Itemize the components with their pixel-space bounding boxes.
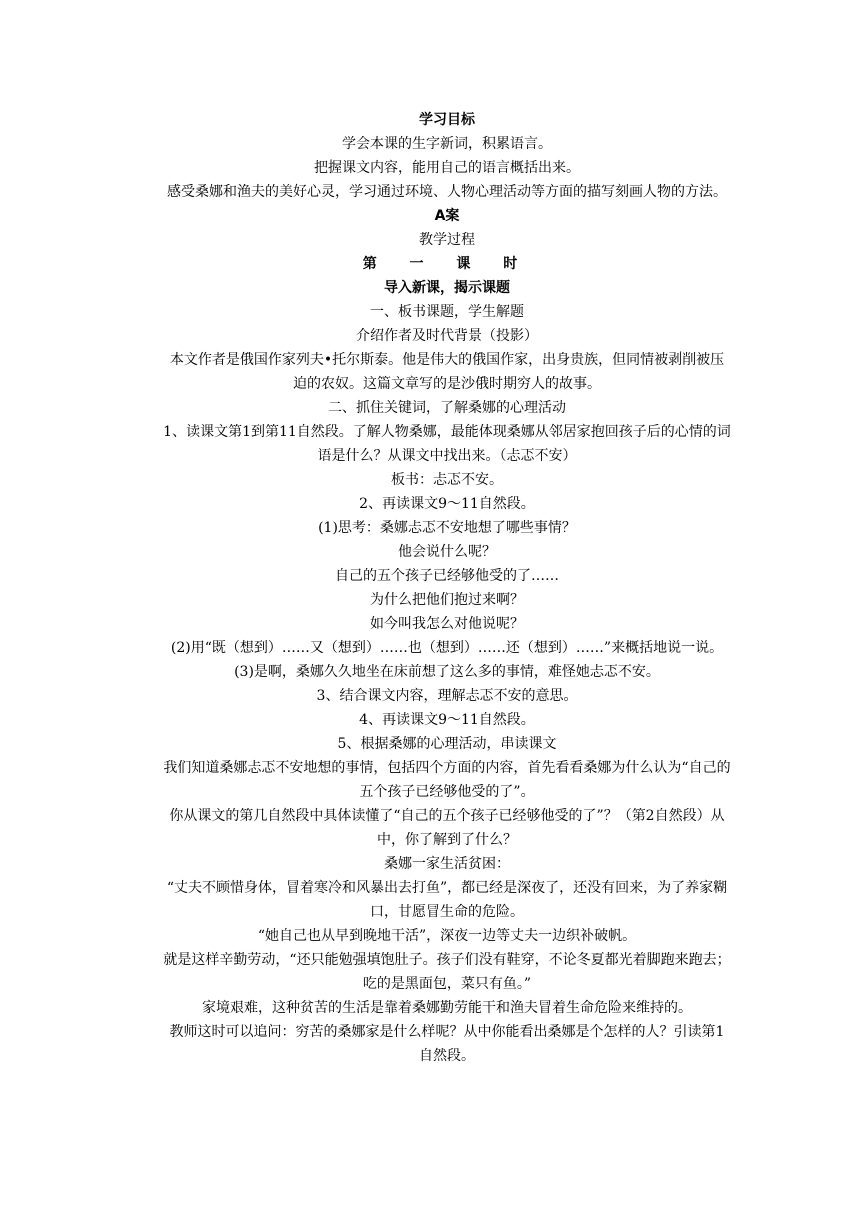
paragraph: 2、再读课文9～11自然段。 bbox=[359, 496, 535, 512]
heading-learning-goals: 学习目标 bbox=[419, 112, 475, 128]
paragraph: 就是这样辛勤劳动，“还只能勉强填饱肚子。孩子们没有鞋穿，不论冬夏都光着脚跑来跑去；吃的是黑面包，菜只有鱼。” bbox=[163, 952, 731, 992]
paragraph: 桑娜一家生活贫困： bbox=[384, 856, 510, 872]
heading-introduction: 导入新课，揭示课题 bbox=[384, 280, 510, 296]
paragraph: 你从课文的第几自然段中具体读懂了“自己的五个孩子已经够他受的了”？（第2自然段）从中，你了解到了什么？ bbox=[169, 808, 725, 848]
paragraph: 为什么把他们抱过来啊？ bbox=[370, 592, 524, 608]
paragraph: 家境艰难，这种贫苦的生活是靠着桑娜勤劳能干和渔夫冒着生命危险来维持的。 bbox=[202, 1000, 692, 1016]
paragraph: (3)是啊，桑娜久久地坐在床前想了这么多的事情，难怪她忐忑不安。 bbox=[234, 664, 660, 680]
paragraph: 本文作者是俄国作家列夫•托尔斯泰。他是伟大的俄国作家，出身贵族，但同情被剥削被压迫的农奴。这篇文章写的是沙俄时期穷人的故事。 bbox=[169, 352, 725, 392]
paragraph: “她自己也从早到晚地干活”，深夜一边等丈夫一边织补破帆。 bbox=[257, 928, 637, 944]
goal-item: 感受桑娜和渔夫的美好心灵，学习通过环境、人物心理活动等方面的描写刻画人物的方法。 bbox=[167, 184, 727, 200]
paragraph: 自己的五个孩子已经够他受的了…… bbox=[335, 568, 559, 584]
paragraph: 1、读课文第1到第11自然段。了解人物桑娜，最能体现桑娜从邻居家抱回孩子后的心情的词语是什么？从课文中找出来。（忐忑不安） bbox=[163, 424, 731, 464]
paragraph: “丈夫不顾惜身体，冒着寒冷和风暴出去打鱼”，都已经是深夜了，还没有回来，为了养家糊口，甘愿冒生命的危险。 bbox=[166, 880, 728, 920]
paragraph: 板书：忐忑不安。 bbox=[391, 472, 503, 488]
paragraph: 如今叫我怎么对他说呢？ bbox=[370, 616, 524, 632]
paragraph: 介绍作者及时代背景（投影） bbox=[356, 328, 538, 344]
heading-teaching-process: 教学过程 bbox=[419, 232, 475, 248]
paragraph: (1)思考：桑娜忐忑不安地想了哪些事情？ bbox=[318, 520, 576, 536]
lesson-plan-body bbox=[163, 108, 731, 1068]
heading-plan-a: A案 bbox=[434, 208, 460, 224]
paragraph: 教师这时可以追问：穷苦的桑娜家是什么样呢？从中你能看出桑娜是个怎样的人？引读第1自然段。 bbox=[169, 1024, 725, 1064]
paragraph: 5、根据桑娜的心理活动，串读课文 bbox=[337, 736, 557, 752]
paragraph: 我们知道桑娜忐忑不安地想的事情，包括四个方面的内容，首先看看桑娜为什么认为“自己的五个孩子已经够他受的了”。 bbox=[163, 760, 731, 800]
goal-item: 学会本课的生字新词，积累语言。 bbox=[342, 136, 552, 152]
paragraph: (2)用“既（想到）……又（想到）……也（想到）……还（想到）……”来概括地说一说。 bbox=[170, 640, 724, 656]
goal-item: 把握课文内容，能用自己的语言概括出来。 bbox=[314, 160, 580, 176]
paragraph: 二、抓住关键词，了解桑娜的心理活动 bbox=[328, 400, 566, 416]
paragraph: 一、板书课题，学生解题 bbox=[370, 304, 524, 320]
paragraph: 3、结合课文内容，理解忐忑不安的意思。 bbox=[316, 688, 578, 704]
heading-first-lesson: 第 一 课 时 bbox=[362, 256, 532, 272]
paragraph: 4、再读课文9～11自然段。 bbox=[359, 712, 535, 728]
paragraph: 他会说什么呢？ bbox=[398, 544, 496, 560]
